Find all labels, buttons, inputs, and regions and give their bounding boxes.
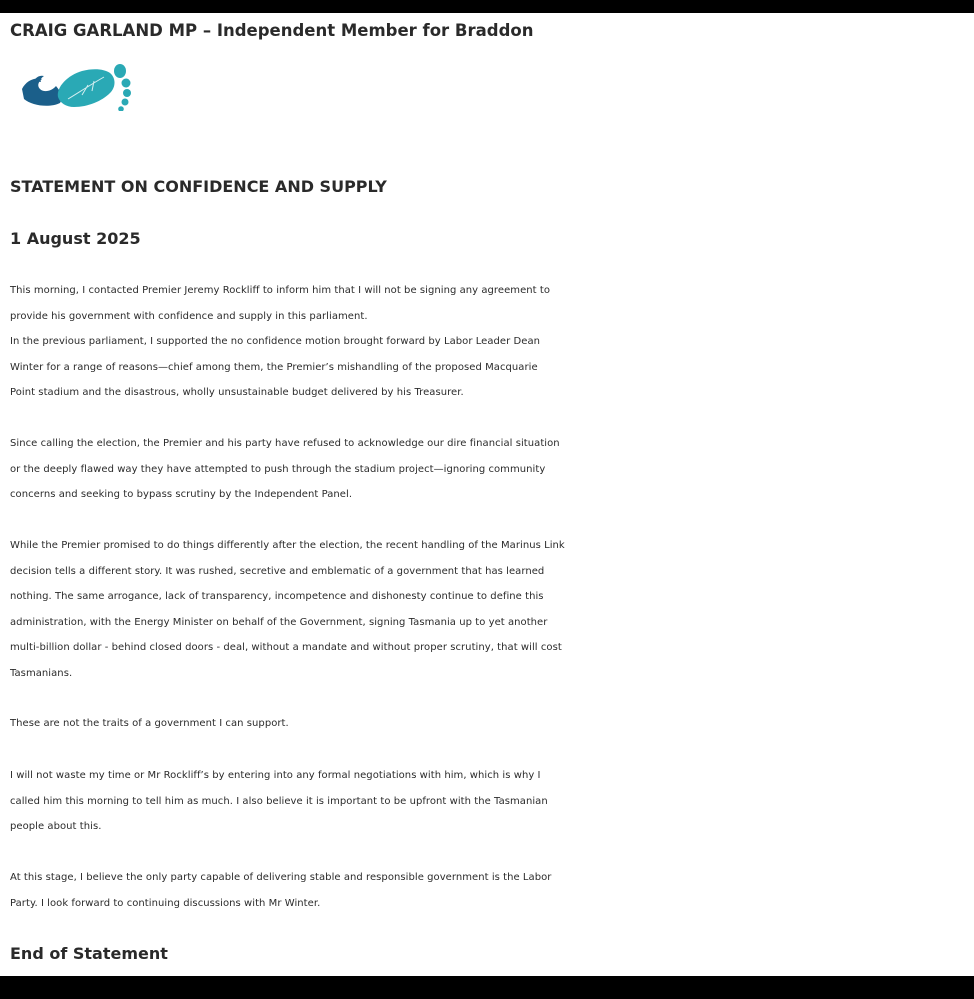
paragraph-line: In the previous parliament, I supported the no confidence motion brought forward by Labor Leader Dean [10,336,541,347]
paragraph-line: While the Premier promised to do things differently after the election, the recent handling of the Marinus Link [10,540,565,551]
paragraph-6 [10,865,970,916]
footprint-wave-logo [20,51,140,111]
paragraph-1 [10,278,970,406]
paragraph-line: called him this morning to tell him as much. I also believe it is important to be upfront with the Tasmanian [10,795,548,807]
paragraph-line: provide his government with confidence and supply in this parliament. [10,310,368,322]
paragraph-2 [10,431,970,508]
paragraph-line: This morning, I contacted Premier Jeremy Rockliff to inform him that I will not be signing any agreement to [10,285,550,296]
toe-5 [118,106,124,111]
paragraph-5 [10,763,970,840]
paragraph-line: nothing. The same arrogance, lack of transparency, incompetence and dishonesty continue to define this [10,591,544,602]
top-black-bar [0,0,974,13]
paragraph-line: or the deeply flawed way they have attempted to push through the stadium project—ignoring community [10,463,546,475]
toe-3 [123,89,131,97]
paragraph-line: decision tells a different story. It was rushed, secretive and emblematic of a government that has learned [10,565,545,577]
bottom-black-bar [0,976,974,999]
paragraph-line: Party. I look forward to continuing discussions with Mr Winter. [10,897,321,909]
document-header: CRAIG GARLAND MP – Independent Member for Braddon [10,21,534,40]
statement-date: 1 August 2025 [10,229,141,248]
paragraph-line: At this stage, I believe the only party capable of delivering stable and responsible government is the Labor [10,872,552,883]
paragraph-line: multi-billion dollar - behind closed doors - deal, without a mandate and without proper scrutiny, that will cost [10,642,562,653]
statement-heading: STATEMENT ON CONFIDENCE AND SUPPLY [10,177,387,196]
paragraph-line: I will not waste my time or Mr Rockliff’s by entering into any formal negotiations with him, which is why I [10,770,541,781]
toe-4 [122,99,129,106]
wave-shape [22,78,62,105]
toe-2 [122,79,131,88]
end-of-statement: End of Statement [10,944,168,963]
paragraph-line: Tasmanians. [10,667,73,679]
paragraph-line: Point stadium and the disastrous, wholly unsustainable budget delivered by his Treasurer. [10,387,464,398]
document-page [0,13,974,976]
paragraph-line: Winter for a range of reasons—chief among them, the Premier’s mishandling of the proposed Macquarie [10,361,538,373]
paragraph-line: people about this. [10,821,102,832]
wave-crest [34,76,44,82]
paragraph-3 [10,533,970,686]
paragraph-line: administration, with the Energy Minister on behalf of the Government, signing Tasmania up to yet another [10,616,548,628]
toe-1 [114,64,126,78]
paragraph-line: concerns and seeking to bypass scrutiny by the Independent Panel. [10,489,353,500]
paragraph-line: Since calling the election, the Premier and his party have refused to acknowledge our dire financial situation [10,438,560,449]
paragraph-line: These are not the traits of a government I can support. [10,718,289,729]
paragraph-4 [10,711,970,737]
